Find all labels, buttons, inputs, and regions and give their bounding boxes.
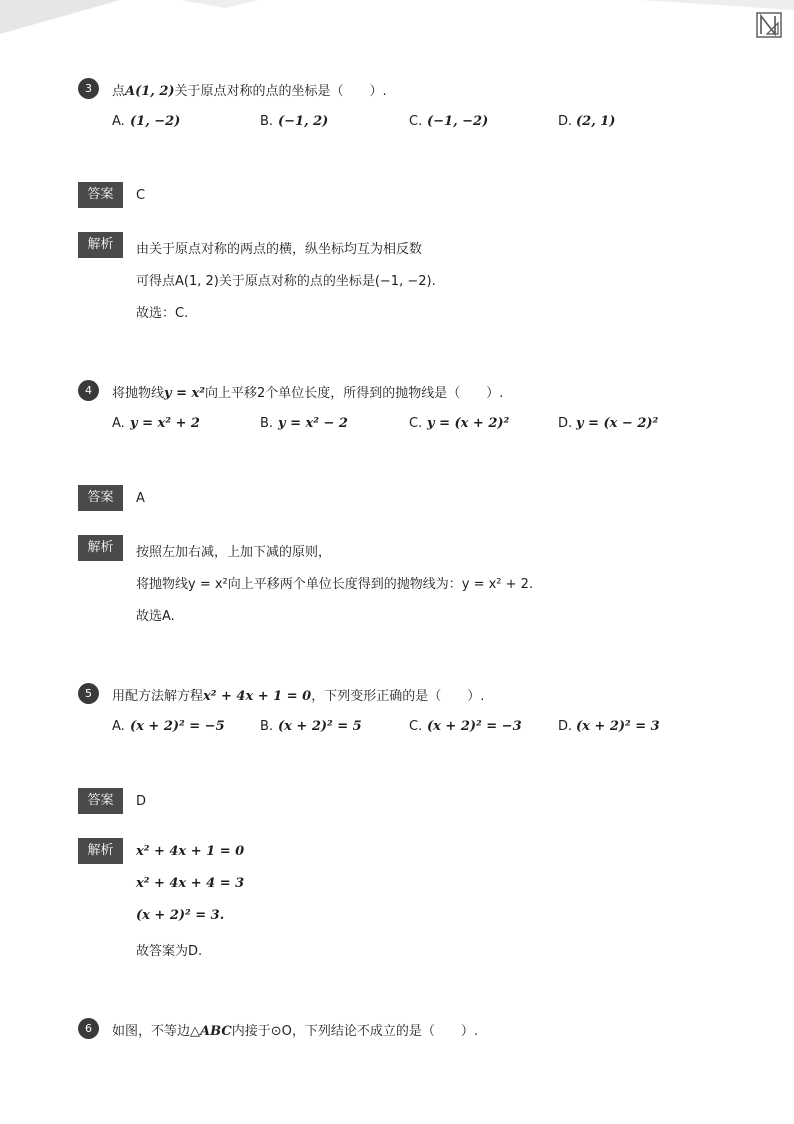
option-c: C. (−1, −2) bbox=[409, 114, 489, 129]
answer-tag: 答案 bbox=[78, 485, 123, 511]
answer-value: D bbox=[136, 794, 147, 809]
answer-tag: 答案 bbox=[78, 182, 123, 208]
answer-tag: 答案 bbox=[78, 788, 123, 814]
option-a: A. (1, −2) bbox=[112, 114, 181, 129]
analysis-line: 可得点A(1, 2)关于原点对称的点的坐标是(−1, −2). bbox=[136, 274, 436, 289]
header-corner-decoration bbox=[0, 0, 794, 40]
question-stem: 如图，不等边△ABC内接于⊙O，下列结论不成立的是（ ）. bbox=[112, 1024, 478, 1039]
analysis-line: 按照左加右减，上加下减的原则， bbox=[136, 545, 332, 560]
publisher-logo-icon bbox=[756, 12, 782, 38]
option-a: A. y = x² + 2 bbox=[112, 416, 200, 431]
question-stem: 将抛物线y = x²向上平移2个单位长度，所得到的抛物线是（ ）. bbox=[112, 386, 504, 401]
question-stem: 点A(1, 2)关于原点对称的点的坐标是（ ）. bbox=[112, 84, 387, 99]
option-b: B. (x + 2)² = 5 bbox=[260, 719, 362, 734]
analysis-tag: 解析 bbox=[78, 232, 123, 258]
analysis-line: x² + 4x + 4 = 3 bbox=[136, 876, 245, 891]
answer-value: A bbox=[136, 491, 145, 506]
question-number-badge: 3 bbox=[78, 78, 99, 99]
analysis-line: x² + 4x + 1 = 0 bbox=[136, 844, 245, 859]
option-d: D. y = (x − 2)² bbox=[558, 416, 659, 431]
analysis-tag: 解析 bbox=[78, 535, 123, 561]
analysis-line: 将抛物线y = x²向上平移两个单位长度得到的抛物线为：y = x² + 2. bbox=[136, 577, 534, 592]
question-number-badge: 4 bbox=[78, 380, 99, 401]
option-c: C. (x + 2)² = −3 bbox=[409, 719, 522, 734]
analysis-line: 故选：C. bbox=[136, 306, 189, 321]
option-d: D. (x + 2)² = 3 bbox=[558, 719, 660, 734]
question-number-badge: 6 bbox=[78, 1018, 99, 1039]
option-b: B. (−1, 2) bbox=[260, 114, 329, 129]
analysis-tag: 解析 bbox=[78, 838, 123, 864]
question-number-badge: 5 bbox=[78, 683, 99, 704]
analysis-line: 由关于原点对称的两点的横，纵坐标均互为相反数 bbox=[136, 242, 423, 257]
analysis-line: 故答案为D. bbox=[136, 944, 203, 959]
option-d: D. (2, 1) bbox=[558, 114, 616, 129]
analysis-line: (x + 2)² = 3. bbox=[136, 908, 225, 923]
question-stem: 用配方法解方程x² + 4x + 1 = 0，下列变形正确的是（ ）. bbox=[112, 689, 485, 704]
option-b: B. y = x² − 2 bbox=[260, 416, 348, 431]
answer-value: C bbox=[136, 188, 146, 203]
option-c: C. y = (x + 2)² bbox=[409, 416, 510, 431]
analysis-line: 故选A. bbox=[136, 609, 175, 624]
option-a: A. (x + 2)² = −5 bbox=[112, 719, 225, 734]
